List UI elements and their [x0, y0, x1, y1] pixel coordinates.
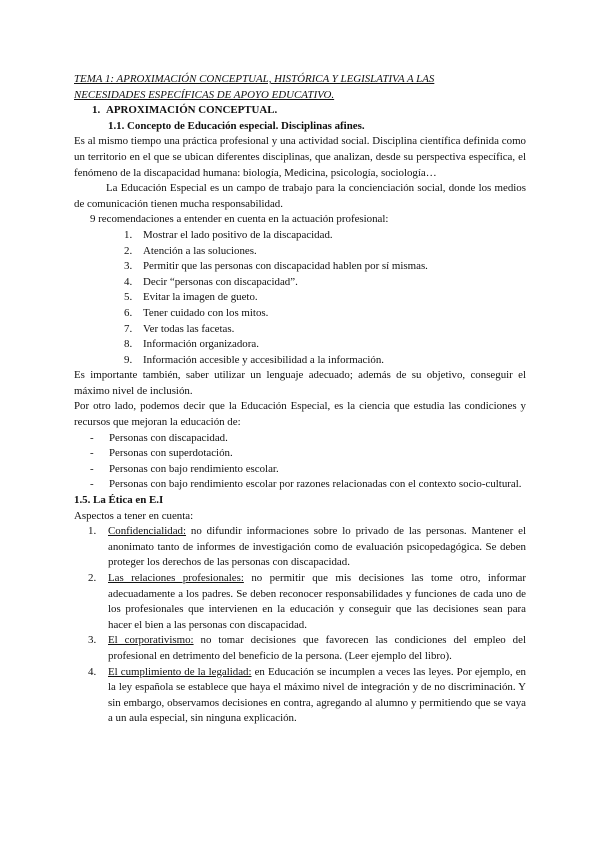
recommendations-list: [74, 228, 526, 368]
list-item-text: Personas con bajo rendimiento escolar por razones relacionadas con el contexto socio-cultural.: [109, 478, 522, 491]
list-item-number: 2.: [88, 572, 97, 584]
list-item: [88, 524, 526, 571]
ethics-list: [74, 524, 526, 727]
ethics-description: no permitir que mis decisiones las tome otro, informar adecuadamente a los padres. Se deben reconocer responsabilidades y funciones de cada uno de los profesionales que intervienen en la educación y conseguir que las decisiones sean para hacer el bien a las personas con discapacidad.: [108, 572, 526, 631]
list-item-text: Permitir que las personas con discapacidad hablen por sí mismas.: [143, 260, 428, 273]
list-item-text: Personas con superdotación.: [109, 447, 233, 460]
list-item-text: [108, 665, 526, 727]
list-item-number: 6.: [124, 306, 133, 319]
list-item-number: 5.: [124, 291, 133, 304]
list-item: [90, 446, 526, 462]
ethics-description: no tomar decisiones que favorecen las condiciones del empleo del profesional en detrimento del beneficio de la persona. (Leer ejemplo del libro).: [108, 634, 526, 662]
list-item-number: 2.: [124, 244, 133, 257]
list-item: [124, 275, 526, 291]
list-item: [90, 477, 526, 493]
paragraph-language: Es importante también, saber utilizar un lenguaje adecuado; además de su objetivo, conseguir el máximo nivel de inclusión.: [74, 369, 526, 397]
document-page: [74, 72, 526, 727]
list-item: [124, 244, 526, 260]
list-item-text: [108, 571, 526, 633]
section-1-heading: [92, 103, 526, 119]
paragraph-recommendations-intro: 9 recomendaciones a entender en cuenta en la actuación profesional:: [90, 213, 389, 226]
ethics-description: en Educación se incumplen a veces las leyes. Por ejemplo, en la ley española se establece que haya el máximo nivel de integración y de no discriminación. Y sin embargo, observamos decisiones en contra, agregando al alumno y permitiendo que se vaya a un aula especial, sin ninguna explicación.: [108, 665, 526, 725]
list-item-number: 3.: [88, 634, 97, 647]
list-item-text: Evitar la imagen de gueto.: [143, 291, 258, 304]
list-item: [90, 462, 526, 478]
title-line-2: NECESIDADES ESPECÍFICAS DE APOYO EDUCATIVO.: [74, 88, 335, 101]
ethics-description: no difundir informaciones sobre lo privado de las personas. Mantener el anonimato tanto de informes de investigación como de evaluación psicopedagógica. Se deben proteger los derechos de las personas con discapacidad.: [108, 525, 526, 569]
section-1-1-heading: 1.1. Concepto de Educación especial. Disciplinas afines.: [108, 119, 365, 132]
document-title: [74, 72, 526, 103]
list-item-number: 7.: [124, 322, 133, 335]
list-item-number: 1.: [88, 525, 97, 538]
paragraph-science: Por otro lado, podemos decir que la Educación Especial, es la ciencia que estudia las condiciones y recursos que mejoran la educación de:: [74, 400, 526, 429]
paragraph-awareness: La Educación Especial es un campo de trabajo para la concienciación social, donde los medios de comunicación tienen mucha responsabilidad.: [74, 182, 526, 210]
list-item-text: Mostrar el lado positivo de la discapacidad.: [143, 228, 333, 241]
list-bullet: -: [90, 431, 94, 444]
list-item: [124, 228, 526, 244]
ethics-term: Las relaciones profesionales:: [108, 572, 244, 584]
section-1-number: 1.: [92, 104, 101, 117]
list-item: [124, 353, 526, 369]
title-line-1: TEMA 1: APROXIMACIÓN CONCEPTUAL, HISTÓRICA Y LEGISLATIVA A LAS: [74, 73, 435, 85]
list-item-number: 3.: [124, 260, 133, 273]
ethics-term: El cumplimiento de la legalidad:: [108, 665, 252, 678]
groups-list: [74, 431, 526, 493]
list-item-text: Información accesible y accesibilidad a la información.: [143, 353, 384, 366]
list-item-number: 8.: [124, 338, 133, 351]
list-item-text: Personas con discapacidad.: [109, 431, 228, 444]
list-item-number: 4.: [88, 665, 97, 678]
ethics-term: El corporativismo:: [108, 634, 194, 647]
list-item-text: [108, 633, 526, 664]
section-1-title: APROXIMACIÓN CONCEPTUAL.: [106, 104, 278, 117]
list-item: [124, 306, 526, 322]
list-item-text: Tener cuidado con los mitos.: [143, 306, 269, 319]
list-item: [124, 259, 526, 275]
list-item: [88, 633, 526, 664]
list-item: [124, 337, 526, 353]
ethics-term: Confidencialidad:: [108, 525, 187, 538]
list-bullet: -: [90, 478, 94, 491]
paragraph-definition: Es al mismo tiempo una práctica profesional y una actividad social. Disciplina científica definida como un territorio en el que se ubican diferentes disciplinas, que analizan, desde su perspectiva específica, el fenómeno de la discapacidad humana: biología, Medicina, psicología, sociología…: [74, 135, 526, 179]
list-bullet: -: [90, 462, 94, 475]
list-bullet: -: [90, 447, 94, 460]
list-item-number: 4.: [124, 275, 133, 288]
list-item-text: [108, 524, 526, 571]
list-item: [124, 322, 526, 338]
aspects-intro: Aspectos a tener en cuenta:: [74, 509, 194, 522]
list-item-text: Información organizadora.: [143, 338, 259, 351]
list-item-text: Personas con bajo rendimiento escolar.: [109, 462, 279, 475]
list-item: [88, 665, 526, 727]
list-item-text: Atención a las soluciones.: [143, 244, 257, 257]
list-item-text: Ver todas las facetas.: [143, 322, 235, 335]
list-item-number: 1.: [124, 228, 133, 241]
list-item: [124, 290, 526, 306]
list-item-number: 9.: [124, 353, 133, 366]
section-1-5-heading: 1.5. La Ética en E.I: [74, 494, 164, 507]
list-item: [88, 571, 526, 633]
list-item: [90, 431, 526, 447]
list-item-text: Decir “personas con discapacidad”.: [143, 275, 298, 288]
